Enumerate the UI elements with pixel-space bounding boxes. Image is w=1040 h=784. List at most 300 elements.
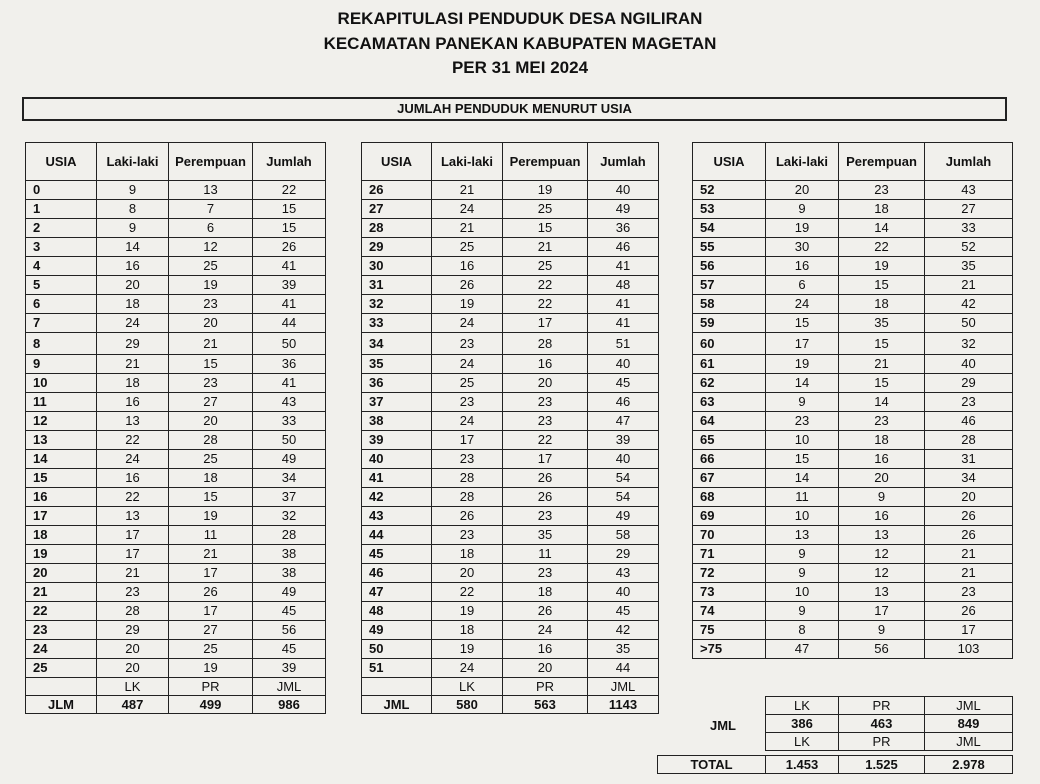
column-header: Laki-laki xyxy=(97,143,169,181)
age-cell: 53 xyxy=(693,200,766,219)
value-cell: 24 xyxy=(97,450,169,469)
value-cell: 23 xyxy=(925,583,1013,602)
value-cell: 22 xyxy=(253,181,326,200)
totals-row xyxy=(26,696,326,714)
value-cell: 18 xyxy=(169,469,253,488)
grand-total-value: 2.978 xyxy=(925,756,1013,774)
value-cell: 54 xyxy=(588,469,659,488)
age-cell: 27 xyxy=(362,200,432,219)
table-row xyxy=(362,507,659,526)
value-cell: 15 xyxy=(766,314,839,333)
value-cell: 26 xyxy=(503,488,588,507)
value-cell: 8 xyxy=(97,200,169,219)
table-row xyxy=(26,602,326,621)
table-row xyxy=(362,583,659,602)
value-cell: 22 xyxy=(503,431,588,450)
table-row xyxy=(362,257,659,276)
value-cell: 28 xyxy=(97,602,169,621)
table-row xyxy=(693,219,1013,238)
age-cell: 68 xyxy=(693,488,766,507)
value-cell: 25 xyxy=(169,450,253,469)
value-cell: 13 xyxy=(766,526,839,545)
table-row xyxy=(693,257,1013,276)
value-cell: 41 xyxy=(588,295,659,314)
value-cell: 15 xyxy=(253,200,326,219)
table-row xyxy=(693,238,1013,257)
value-cell: 17 xyxy=(925,621,1013,640)
table-row xyxy=(693,640,1013,659)
age-cell: 23 xyxy=(26,621,97,640)
value-cell: 7 xyxy=(169,200,253,219)
value-cell: 21 xyxy=(97,355,169,374)
age-cell: 31 xyxy=(362,276,432,295)
value-cell: 26 xyxy=(432,507,503,526)
value-cell: 26 xyxy=(925,526,1013,545)
value-cell: 22 xyxy=(97,431,169,450)
table-row xyxy=(26,583,326,602)
age-cell: 36 xyxy=(362,374,432,393)
total-value: 563 xyxy=(503,696,588,714)
value-cell: 49 xyxy=(253,450,326,469)
value-cell: 20 xyxy=(925,488,1013,507)
table-row xyxy=(26,526,326,545)
table-row xyxy=(26,659,326,678)
value-cell: 10 xyxy=(766,431,839,450)
table-row xyxy=(362,602,659,621)
value-cell: 19 xyxy=(169,507,253,526)
value-cell: 28 xyxy=(925,431,1013,450)
age-cell: 43 xyxy=(362,507,432,526)
age-cell: 30 xyxy=(362,257,432,276)
value-cell: 15 xyxy=(839,374,925,393)
header-row xyxy=(26,143,326,181)
age-cell: 52 xyxy=(693,181,766,200)
table-row xyxy=(26,314,326,333)
value-cell: 8 xyxy=(766,621,839,640)
value-cell: 31 xyxy=(925,450,1013,469)
table-row xyxy=(362,314,659,333)
value-cell: 9 xyxy=(766,564,839,583)
age-cell: 42 xyxy=(362,488,432,507)
age-cell: 59 xyxy=(693,314,766,333)
table-row xyxy=(362,564,659,583)
value-cell: 21 xyxy=(839,355,925,374)
table-row xyxy=(693,412,1013,431)
value-cell: 13 xyxy=(169,181,253,200)
value-cell: 19 xyxy=(169,659,253,678)
value-cell: 37 xyxy=(253,488,326,507)
value-cell: 12 xyxy=(839,564,925,583)
header-row xyxy=(362,143,659,181)
value-cell: 20 xyxy=(839,469,925,488)
age-cell: 57 xyxy=(693,276,766,295)
value-cell: 34 xyxy=(925,469,1013,488)
table-row xyxy=(362,659,659,678)
value-cell: 42 xyxy=(925,295,1013,314)
age-cell: 56 xyxy=(693,257,766,276)
age-cell: 75 xyxy=(693,621,766,640)
value-cell: 35 xyxy=(839,314,925,333)
table-row xyxy=(26,200,326,219)
age-cell: 47 xyxy=(362,583,432,602)
value-cell: 24 xyxy=(432,412,503,431)
table-row xyxy=(693,393,1013,412)
value-cell: 21 xyxy=(432,181,503,200)
value-cell: 32 xyxy=(253,507,326,526)
table-row xyxy=(693,621,1013,640)
value-cell: 29 xyxy=(925,374,1013,393)
value-cell: 26 xyxy=(925,602,1013,621)
value-cell: 20 xyxy=(97,659,169,678)
age-cell: 65 xyxy=(693,431,766,450)
value-cell: 24 xyxy=(432,355,503,374)
table-row xyxy=(26,507,326,526)
value-cell: 9 xyxy=(766,545,839,564)
table-row xyxy=(693,564,1013,583)
value-cell: 26 xyxy=(925,507,1013,526)
value-cell: 46 xyxy=(588,393,659,412)
value-cell: 16 xyxy=(839,507,925,526)
value-cell: 54 xyxy=(588,488,659,507)
age-cell: 41 xyxy=(362,469,432,488)
value-cell: 25 xyxy=(503,257,588,276)
value-cell: 17 xyxy=(97,526,169,545)
value-cell: 20 xyxy=(432,564,503,583)
value-cell: 40 xyxy=(588,583,659,602)
value-cell: 21 xyxy=(169,333,253,355)
value-cell: 35 xyxy=(503,526,588,545)
value-cell: 16 xyxy=(432,257,503,276)
value-cell: 40 xyxy=(588,355,659,374)
totals-row xyxy=(362,696,659,714)
table-row xyxy=(362,238,659,257)
age-cell: 19 xyxy=(26,545,97,564)
age-cell: 39 xyxy=(362,431,432,450)
column-header: Perempuan xyxy=(169,143,253,181)
value-cell: 18 xyxy=(432,545,503,564)
age-cell: 45 xyxy=(362,545,432,564)
value-cell: 15 xyxy=(839,333,925,355)
age-cell: 16 xyxy=(26,488,97,507)
value-cell: 18 xyxy=(839,431,925,450)
value-cell: 25 xyxy=(503,200,588,219)
value-cell: 28 xyxy=(432,469,503,488)
table-row xyxy=(693,276,1013,295)
value-cell: 46 xyxy=(925,412,1013,431)
age-cell: 1 xyxy=(26,200,97,219)
table-row xyxy=(693,295,1013,314)
value-cell: 45 xyxy=(253,640,326,659)
value-cell: 20 xyxy=(97,640,169,659)
table-row xyxy=(693,602,1013,621)
age-cell: 3 xyxy=(26,238,97,257)
age-cell: 33 xyxy=(362,314,432,333)
value-cell: 18 xyxy=(839,200,925,219)
value-cell: 38 xyxy=(253,564,326,583)
value-cell: 13 xyxy=(97,412,169,431)
age-cell: 20 xyxy=(26,564,97,583)
value-cell: 11 xyxy=(169,526,253,545)
age-cell: 71 xyxy=(693,545,766,564)
value-cell: 50 xyxy=(925,314,1013,333)
value-cell: 34 xyxy=(253,469,326,488)
column-header: Perempuan xyxy=(839,143,925,181)
age-cell: 9 xyxy=(26,355,97,374)
age-cell: 32 xyxy=(362,295,432,314)
total-value: 463 xyxy=(839,715,925,733)
age-cell: 49 xyxy=(362,621,432,640)
age-cell: 34 xyxy=(362,333,432,355)
table-row xyxy=(693,526,1013,545)
value-cell: 22 xyxy=(503,276,588,295)
table-row xyxy=(362,545,659,564)
table-row xyxy=(693,545,1013,564)
value-cell: 9 xyxy=(766,200,839,219)
value-cell: 23 xyxy=(169,374,253,393)
value-cell: 28 xyxy=(253,526,326,545)
table-row xyxy=(693,181,1013,200)
age-table-3 xyxy=(692,142,1013,659)
table-row xyxy=(26,295,326,314)
column-header: USIA xyxy=(362,143,432,181)
table-row xyxy=(26,412,326,431)
value-cell: 15 xyxy=(169,488,253,507)
value-cell: 15 xyxy=(503,219,588,238)
value-cell: 21 xyxy=(925,545,1013,564)
value-cell: 16 xyxy=(503,355,588,374)
table-row xyxy=(362,181,659,200)
age-cell: 6 xyxy=(26,295,97,314)
total-value: 1143 xyxy=(588,696,659,714)
value-cell: 52 xyxy=(925,238,1013,257)
value-cell: 25 xyxy=(169,640,253,659)
sub-label-row xyxy=(362,678,659,696)
table-row xyxy=(362,412,659,431)
value-cell: 14 xyxy=(839,393,925,412)
age-cell: 51 xyxy=(362,659,432,678)
value-cell: 43 xyxy=(588,564,659,583)
value-cell: 10 xyxy=(766,507,839,526)
value-cell: 47 xyxy=(588,412,659,431)
value-cell: 21 xyxy=(169,545,253,564)
grand-total-value: 1.525 xyxy=(839,756,925,774)
value-cell: 9 xyxy=(839,621,925,640)
document-title-line-1: REKAPITULASI PENDUDUK DESA NGILIRAN xyxy=(337,9,703,28)
value-cell: 22 xyxy=(97,488,169,507)
value-cell: 18 xyxy=(503,583,588,602)
table-row xyxy=(693,200,1013,219)
value-cell: 16 xyxy=(766,257,839,276)
column-header: Jumlah xyxy=(253,143,326,181)
value-cell: 14 xyxy=(839,219,925,238)
sub-label: JML xyxy=(588,678,659,696)
value-cell: 58 xyxy=(588,526,659,545)
age-cell: 25 xyxy=(26,659,97,678)
table-row xyxy=(26,469,326,488)
column-header: Perempuan xyxy=(503,143,588,181)
value-cell: 23 xyxy=(925,393,1013,412)
value-cell: 23 xyxy=(503,564,588,583)
age-cell: 48 xyxy=(362,602,432,621)
value-cell: 20 xyxy=(169,412,253,431)
sub-label: PR xyxy=(169,678,253,696)
value-cell: 14 xyxy=(766,374,839,393)
value-cell: 42 xyxy=(588,621,659,640)
value-cell: 23 xyxy=(503,393,588,412)
value-cell: 19 xyxy=(432,295,503,314)
value-cell: 16 xyxy=(839,450,925,469)
table-row xyxy=(693,374,1013,393)
sub-label: LK xyxy=(766,733,839,751)
value-cell: 23 xyxy=(503,507,588,526)
value-cell: 23 xyxy=(169,295,253,314)
sub-label: PR xyxy=(839,697,925,715)
value-cell: 41 xyxy=(253,257,326,276)
value-cell: 103 xyxy=(925,640,1013,659)
value-cell: 15 xyxy=(766,450,839,469)
age-cell: 44 xyxy=(362,526,432,545)
value-cell: 24 xyxy=(97,314,169,333)
sub-label: PR xyxy=(503,678,588,696)
age-cell: 64 xyxy=(693,412,766,431)
value-cell: 23 xyxy=(432,393,503,412)
value-cell: 15 xyxy=(839,276,925,295)
age-cell: 46 xyxy=(362,564,432,583)
column-header: Laki-laki xyxy=(432,143,503,181)
age-cell: 58 xyxy=(693,295,766,314)
value-cell: 19 xyxy=(766,355,839,374)
value-cell: 23 xyxy=(839,181,925,200)
value-cell: 23 xyxy=(432,450,503,469)
age-cell: 7 xyxy=(26,314,97,333)
value-cell: 18 xyxy=(432,621,503,640)
sub-label: PR xyxy=(839,733,925,751)
age-table-2 xyxy=(361,142,659,714)
value-cell: 16 xyxy=(97,393,169,412)
value-cell: 47 xyxy=(766,640,839,659)
value-cell: 9 xyxy=(97,181,169,200)
value-cell: 9 xyxy=(97,219,169,238)
value-cell: 49 xyxy=(253,583,326,602)
table-row xyxy=(26,621,326,640)
age-cell: 73 xyxy=(693,583,766,602)
value-cell: 49 xyxy=(588,200,659,219)
table-row xyxy=(693,469,1013,488)
value-cell: 29 xyxy=(97,333,169,355)
value-cell: 26 xyxy=(169,583,253,602)
value-cell: 15 xyxy=(169,355,253,374)
empty-cell xyxy=(26,678,97,696)
table-row xyxy=(26,374,326,393)
value-cell: 22 xyxy=(432,583,503,602)
value-cell: 40 xyxy=(588,181,659,200)
value-cell: 44 xyxy=(253,314,326,333)
value-cell: 41 xyxy=(253,374,326,393)
age-cell: 70 xyxy=(693,526,766,545)
value-cell: 16 xyxy=(503,640,588,659)
value-cell: 39 xyxy=(253,659,326,678)
value-cell: 16 xyxy=(97,257,169,276)
value-cell: 24 xyxy=(766,295,839,314)
value-cell: 15 xyxy=(253,219,326,238)
value-cell: 50 xyxy=(253,333,326,355)
age-table-1 xyxy=(25,142,326,714)
value-cell: 16 xyxy=(97,469,169,488)
age-cell: 69 xyxy=(693,507,766,526)
empty-cell xyxy=(362,678,432,696)
value-cell: 9 xyxy=(766,393,839,412)
value-cell: 27 xyxy=(169,621,253,640)
table-row xyxy=(362,200,659,219)
age-cell: 21 xyxy=(26,583,97,602)
document-title-line-2: KECAMATAN PANEKAN KABUPATEN MAGETAN xyxy=(323,34,717,53)
value-cell: 26 xyxy=(432,276,503,295)
table-row xyxy=(693,583,1013,602)
table-row xyxy=(26,219,326,238)
table-row xyxy=(26,393,326,412)
value-cell: 6 xyxy=(766,276,839,295)
value-cell: 13 xyxy=(97,507,169,526)
value-cell: 18 xyxy=(839,295,925,314)
value-cell: 25 xyxy=(169,257,253,276)
age-cell: 66 xyxy=(693,450,766,469)
value-cell: 39 xyxy=(588,431,659,450)
table-row xyxy=(693,450,1013,469)
sub-label: JML xyxy=(925,733,1013,751)
value-cell: 14 xyxy=(766,469,839,488)
age-cell: 50 xyxy=(362,640,432,659)
document-title-line-3: PER 31 MEI 2024 xyxy=(451,58,589,77)
table-row xyxy=(26,450,326,469)
value-cell: 21 xyxy=(432,219,503,238)
table-row xyxy=(362,640,659,659)
age-cell: 74 xyxy=(693,602,766,621)
value-cell: 25 xyxy=(432,238,503,257)
age-cell: 28 xyxy=(362,219,432,238)
value-cell: 32 xyxy=(925,333,1013,355)
value-cell: 17 xyxy=(766,333,839,355)
value-cell: 36 xyxy=(588,219,659,238)
table-row xyxy=(26,257,326,276)
value-cell: 27 xyxy=(925,200,1013,219)
age-cell: 14 xyxy=(26,450,97,469)
value-cell: 51 xyxy=(588,333,659,355)
value-cell: 50 xyxy=(253,431,326,450)
total-value: 386 xyxy=(766,715,839,733)
total-value: 849 xyxy=(925,715,1013,733)
table-row xyxy=(26,488,326,507)
value-cell: 20 xyxy=(766,181,839,200)
table-row xyxy=(26,238,326,257)
age-cell: 37 xyxy=(362,393,432,412)
value-cell: 49 xyxy=(588,507,659,526)
value-cell: 12 xyxy=(839,545,925,564)
grand-total-table xyxy=(657,755,1013,774)
value-cell: 41 xyxy=(588,314,659,333)
value-cell: 24 xyxy=(432,314,503,333)
age-cell: 2 xyxy=(26,219,97,238)
age-cell: 13 xyxy=(26,431,97,450)
value-cell: 19 xyxy=(432,602,503,621)
table-row xyxy=(362,526,659,545)
age-cell: 61 xyxy=(693,355,766,374)
sub-label: LK xyxy=(432,678,503,696)
age-cell: 18 xyxy=(26,526,97,545)
age-cell: 5 xyxy=(26,276,97,295)
table-row xyxy=(362,374,659,393)
table-row xyxy=(362,431,659,450)
sub-label: JML xyxy=(925,697,1013,715)
